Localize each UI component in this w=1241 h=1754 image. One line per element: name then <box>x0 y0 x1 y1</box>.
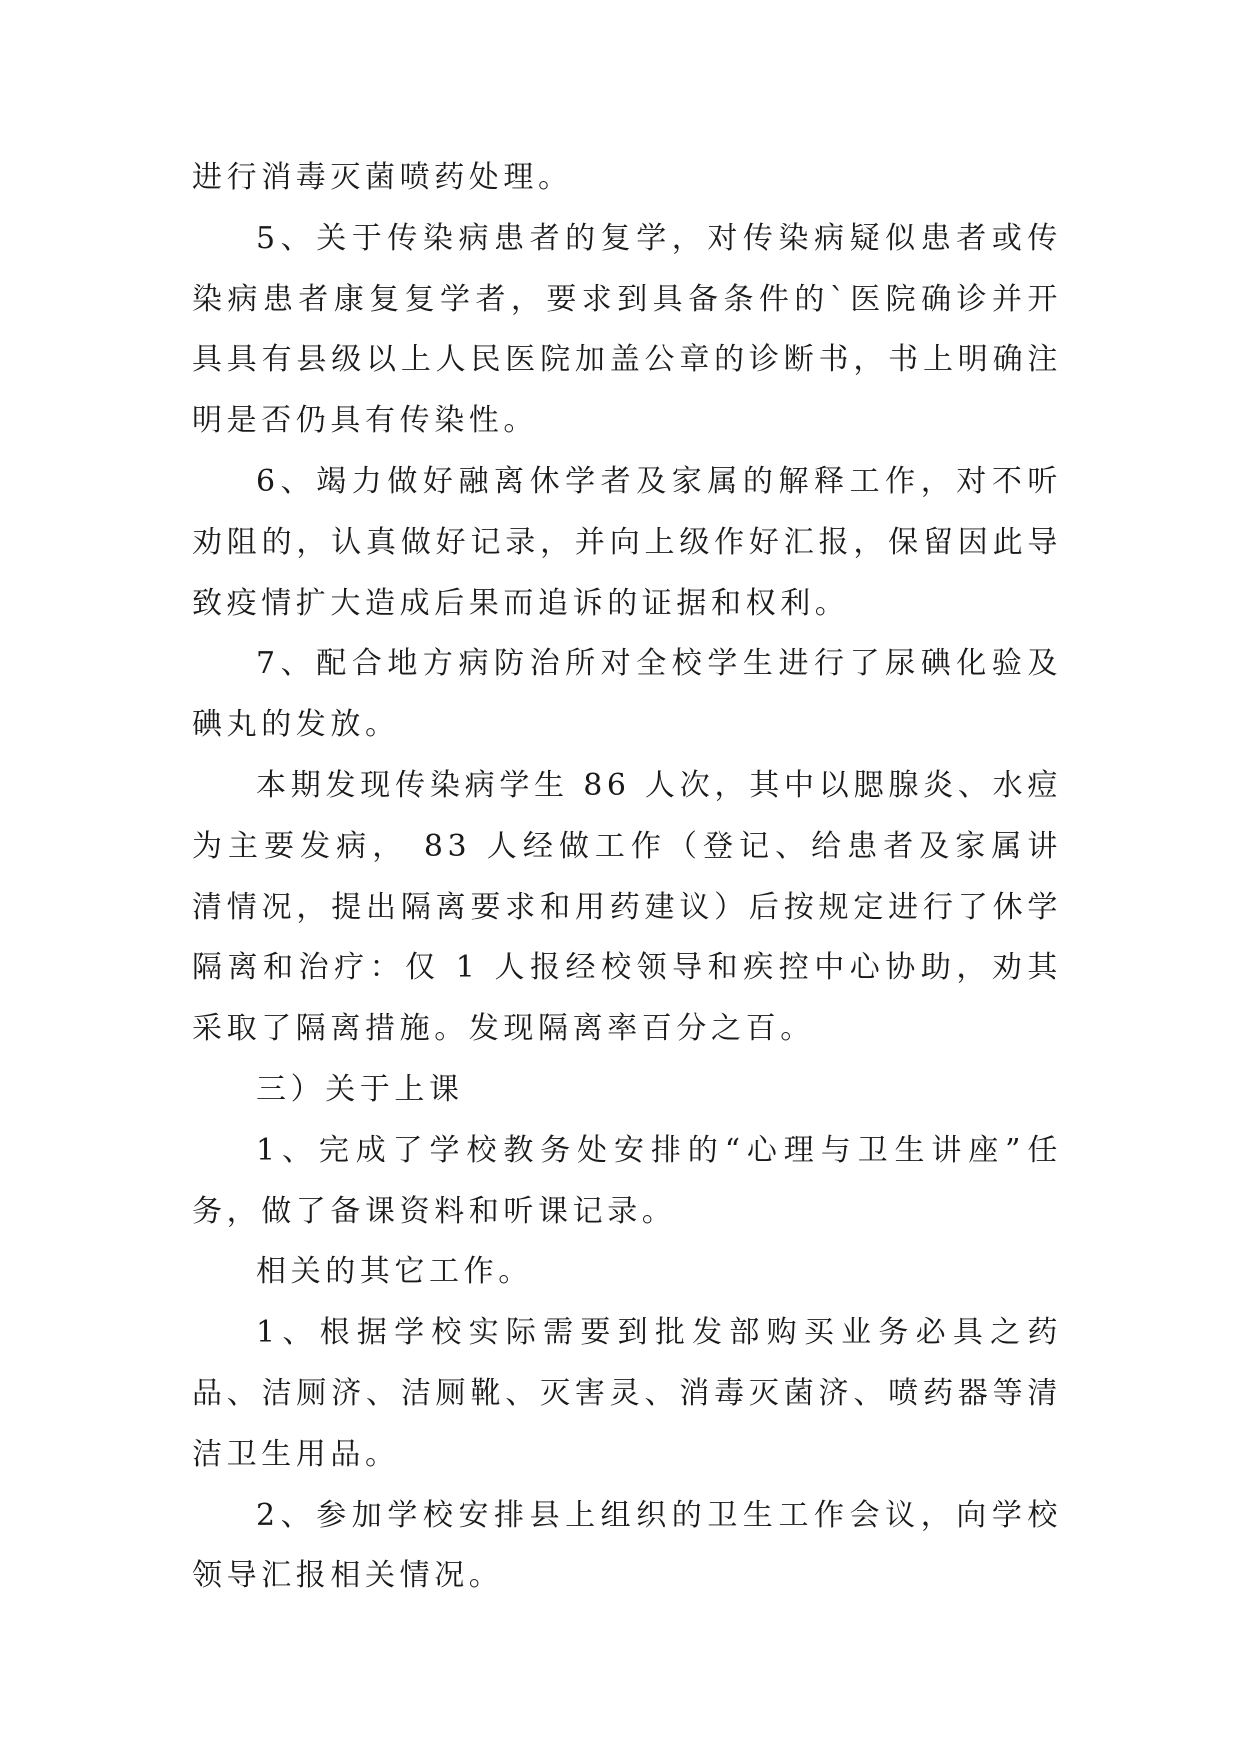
paragraph-classes-item-1: 1、完成了学校教务处安排的“心理与卫生讲座”任务，做了备课资料和听课记录。 <box>192 1132 1062 1229</box>
paragraph-other-item-1: 1、根据学校实际需要到批发部购买业务必具之药品、洁厕济、洁厕靴、灭害灵、消毒灭菌济、喷药器等清洁卫生用品。 <box>192 1315 1062 1472</box>
paragraph-infectious-summary: 本期发现传染病学生 86 人次，其中以腮腺炎、水痘为主要发病， 83 人经做工作（登记、给患者及家属讲清情况，提出隔离要求和用药建议）后按规定进行了休学隔离和治疗：仅 1 人报经校领导和疾控中心协助，劝其采取了隔离措施。发现隔离率百分之百。 <box>192 767 1062 1047</box>
section-heading-classes: 三）关于上课 <box>256 1071 464 1107</box>
document-body <box>192 148 1062 1607</box>
paragraph-item-6-explanation-work: 6、竭力做好融离休学者及家属的解释工作，对不听劝阻的，认真做好记录，并向上级作好汇报，保留因此导致疫情扩大造成后果而追诉的证据和权利。 <box>192 463 1062 621</box>
paragraph-disinfection-continued: 进行消毒灭菌喷药处理。 <box>192 160 573 195</box>
paragraph-item-7-iodine: 7、配合地方病防治所对全校学生进行了尿碘化验及碘丸的发放。 <box>192 646 1062 743</box>
section-heading-other-work: 相关的其它工作。 <box>256 1254 533 1290</box>
paragraph-item-5-return-to-school: 5、关于传染病患者的复学，对传染病疑似患者或传染病患者康复复学者，要求到具备条件的`医院确诊并开具具有县级以上人民医院加盖公章的诊断书，书上明确注明是否仍具有传染性。 <box>192 220 1062 439</box>
paragraph-other-item-2: 2、参加学校安排县上组织的卫生工作会议，向学校领导汇报相关情况。 <box>192 1497 1062 1594</box>
